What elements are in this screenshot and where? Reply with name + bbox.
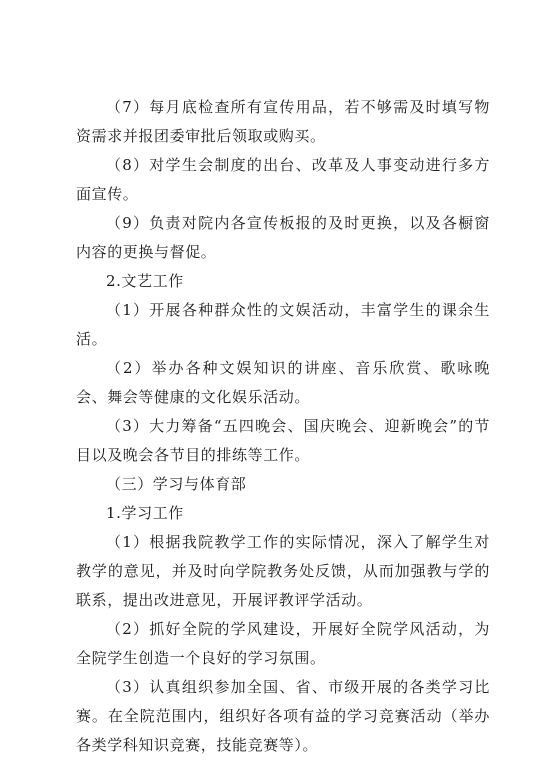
paragraph-arts-2: （2）举办各种文娱知识的讲座、音乐欣赏、歌咏晚会、舞会等健康的文化娱乐活动。: [76, 359, 490, 406]
paragraph-study-2: （2）抓好全院的学风建设，开展好全院学风活动，为全院学生创造一个良好的学习氛围。: [76, 620, 490, 667]
section-heading-study: 1.学习工作: [106, 504, 184, 522]
paragraph-7-supplies: （7）每月底检查所有宣传用品，若不够需及时填写物资需求并报团委审批后领取或购买。: [76, 98, 490, 145]
section-heading-study-sports: （三）学习与体育部: [106, 475, 247, 493]
paragraph-study-3: （3）认真组织参加全国、省、市级开展的各类学习比赛。在全院范围内，组织好各项有益的学习竞赛活动（举办各类学科知识竞赛，技能竞赛等）。: [76, 678, 490, 754]
document-body: [76, 93, 490, 760]
section-heading-arts: 2.文艺工作: [106, 272, 184, 290]
paragraph-study-1: （1）根据我院教学工作的实际情况，深入了解学生对教学的意见，并及时向学院教务处反馈，从而加强教与学的联系，提出改进意见，开展评教评学活动。: [76, 533, 490, 609]
paragraph-8-regulations: （8）对学生会制度的出台、改革及人事变动进行多方面宣传。: [76, 156, 490, 203]
paragraph-arts-3: （3）大力筹备“五四晚会、国庆晚会、迎新晚会”的节目以及晚会各节目的排练等工作。: [76, 417, 490, 464]
paragraph-9-boards: （9）负责对院内各宣传板报的及时更换，以及各橱窗内容的更换与督促。: [76, 214, 490, 261]
paragraph-arts-1: （1）开展各种群众性的文娱活动，丰富学生的课余生活。: [76, 301, 490, 348]
